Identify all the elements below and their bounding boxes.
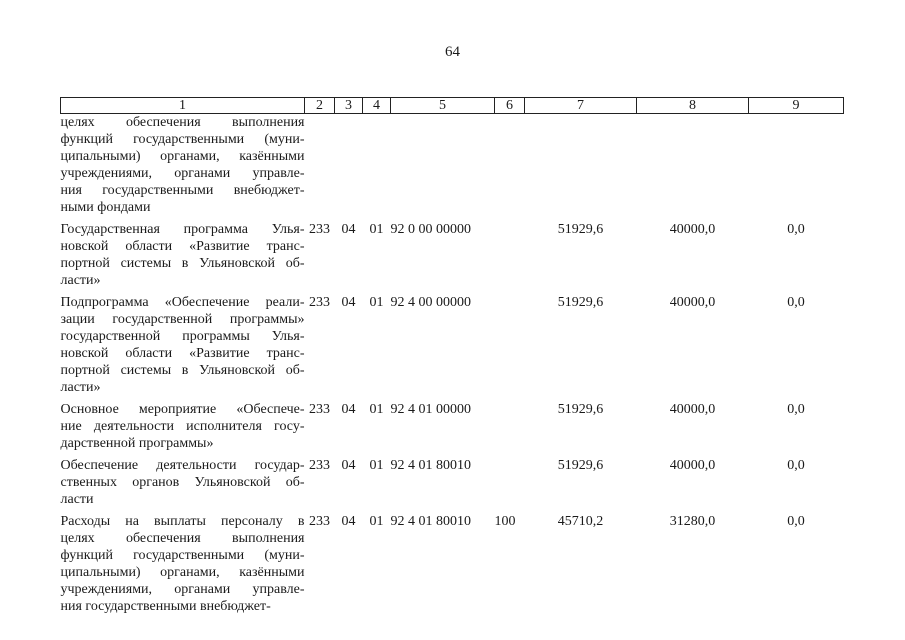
- column-header: 6: [495, 98, 525, 114]
- amount-col7-cell: 51929,6: [557, 222, 604, 237]
- column-header: 5: [391, 98, 495, 114]
- subsection-code-cell: 01: [369, 295, 384, 310]
- amount-col9-cell: 0,0: [787, 295, 805, 310]
- row-name-line: ласти»: [60, 380, 101, 395]
- amount-col7-cell: 51929,6: [557, 295, 604, 310]
- chapter-code-cell: 04: [341, 295, 356, 310]
- subsection-code-cell: 01: [369, 458, 384, 473]
- chapter-code-cell: 04: [341, 402, 356, 417]
- row-name-line: портной системы в Ульяновской об-: [60, 256, 305, 271]
- chapter-code-cell: 04: [341, 458, 356, 473]
- amount-col7-cell: [525, 114, 637, 217]
- row-name-line: ласти: [60, 492, 94, 507]
- row-name-line: функций государственными (муни-: [60, 132, 305, 147]
- target-article-cell: 92 4 01 80010: [390, 458, 471, 473]
- table-body: [61, 114, 844, 616]
- subsection-code-cell: [363, 114, 391, 217]
- row-name-cell: [61, 289, 305, 396]
- section-code-cell: 233: [309, 222, 330, 237]
- amount-col7-cell: 51929,6: [557, 402, 604, 417]
- amount-col7-cell: 45710,2: [557, 514, 604, 529]
- row-name-line: ния государственными внебюджет-: [60, 183, 305, 198]
- column-header: 1: [61, 98, 305, 114]
- expense-type-cell: [495, 216, 525, 289]
- table-row: [61, 216, 844, 289]
- amount-col9-cell: 0,0: [787, 458, 805, 473]
- amount-col8-cell: 40000,0: [669, 222, 716, 237]
- row-name-cell: [61, 396, 305, 452]
- target-article-cell: 92 0 00 00000: [390, 222, 471, 237]
- expense-type-cell: [495, 114, 525, 217]
- amount-col8-cell: 31280,0: [669, 514, 716, 529]
- row-name-line: новской области «Развитие транс-: [60, 239, 305, 254]
- amount-col8-cell: [637, 114, 749, 217]
- row-name-line: дарственной программы»: [60, 436, 214, 451]
- row-name-line: ственных органов Ульяновской об-: [60, 475, 305, 490]
- subsection-code-cell: 01: [369, 514, 384, 529]
- row-name-line: Основное мероприятие «Обеспече-: [60, 402, 305, 417]
- amount-col7-cell: 51929,6: [557, 458, 604, 473]
- row-name-line: функций государственными (муни-: [60, 548, 305, 563]
- amount-col8-cell: 40000,0: [669, 402, 716, 417]
- section-code-cell: 233: [309, 295, 330, 310]
- row-name-line: ципальными) органами, казёнными: [60, 149, 305, 164]
- table-row: [61, 114, 844, 217]
- amount-col9-cell: [749, 114, 844, 217]
- chapter-code-cell: [335, 114, 363, 217]
- target-article-cell: 92 4 01 00000: [390, 402, 471, 417]
- expense-type-cell: 100: [494, 514, 516, 529]
- amount-col9-cell: 0,0: [787, 222, 805, 237]
- row-name-cell: [61, 216, 305, 289]
- table-row: [61, 289, 844, 396]
- row-name-line: учреждениями, органами управле-: [60, 582, 305, 597]
- section-code-cell: [305, 114, 335, 217]
- row-name-line: ципальными) органами, казёнными: [60, 565, 305, 580]
- table-row: [61, 452, 844, 508]
- column-number-header-row: [61, 98, 844, 114]
- row-name-cell: [61, 452, 305, 508]
- row-name-line: целях обеспечения выполнения: [60, 115, 305, 130]
- column-header: 3: [335, 98, 363, 114]
- row-name-line: государственной программы Улья-: [60, 329, 305, 344]
- row-name-line: целях обеспечения выполнения: [60, 531, 305, 546]
- amount-col9-cell: 0,0: [787, 402, 805, 417]
- row-name-line: Обеспечение деятельности государ-: [60, 458, 305, 473]
- row-name-cell: [61, 114, 305, 217]
- row-name-line: ными фондами: [60, 200, 151, 215]
- chapter-code-cell: 04: [341, 222, 356, 237]
- target-article-cell: 92 4 01 80010: [390, 514, 471, 529]
- target-article-cell: 92 4 00 00000: [390, 295, 471, 310]
- expense-type-cell: [495, 452, 525, 508]
- table-row: [61, 508, 844, 615]
- table-row: [61, 396, 844, 452]
- column-header: 8: [637, 98, 749, 114]
- chapter-code-cell: 04: [341, 514, 356, 529]
- column-header: 9: [749, 98, 844, 114]
- expense-type-cell: [495, 396, 525, 452]
- column-header: 2: [305, 98, 335, 114]
- row-name-line: портной системы в Ульяновской об-: [60, 363, 305, 378]
- row-name-cell: [61, 508, 305, 615]
- target-article-cell: [391, 114, 495, 217]
- row-name-line: ния государственными внебюджет-: [60, 599, 271, 614]
- amount-col8-cell: 40000,0: [669, 458, 716, 473]
- row-name-line: ние деятельности исполнителя госу-: [60, 419, 305, 434]
- column-header: 4: [363, 98, 391, 114]
- amount-col8-cell: 40000,0: [669, 295, 716, 310]
- page-number: 64: [445, 44, 460, 60]
- row-name-line: Государственная программа Улья-: [60, 222, 305, 237]
- row-name-line: Подпрограмма «Обеспечение реали-: [60, 295, 305, 310]
- expense-type-cell: [495, 289, 525, 396]
- section-code-cell: 233: [309, 458, 330, 473]
- amount-col9-cell: 0,0: [787, 514, 805, 529]
- row-name-line: зации государственной программы»: [60, 312, 305, 327]
- section-code-cell: 233: [309, 514, 330, 529]
- row-name-line: учреждениями, органами управле-: [60, 166, 305, 181]
- section-code-cell: 233: [309, 402, 330, 417]
- budget-table: [60, 97, 844, 615]
- subsection-code-cell: 01: [369, 222, 384, 237]
- row-name-line: Расходы на выплаты персоналу в: [60, 514, 305, 529]
- row-name-line: новской области «Развитие транс-: [60, 346, 305, 361]
- subsection-code-cell: 01: [369, 402, 384, 417]
- row-name-line: ласти»: [60, 273, 101, 288]
- column-header: 7: [525, 98, 637, 114]
